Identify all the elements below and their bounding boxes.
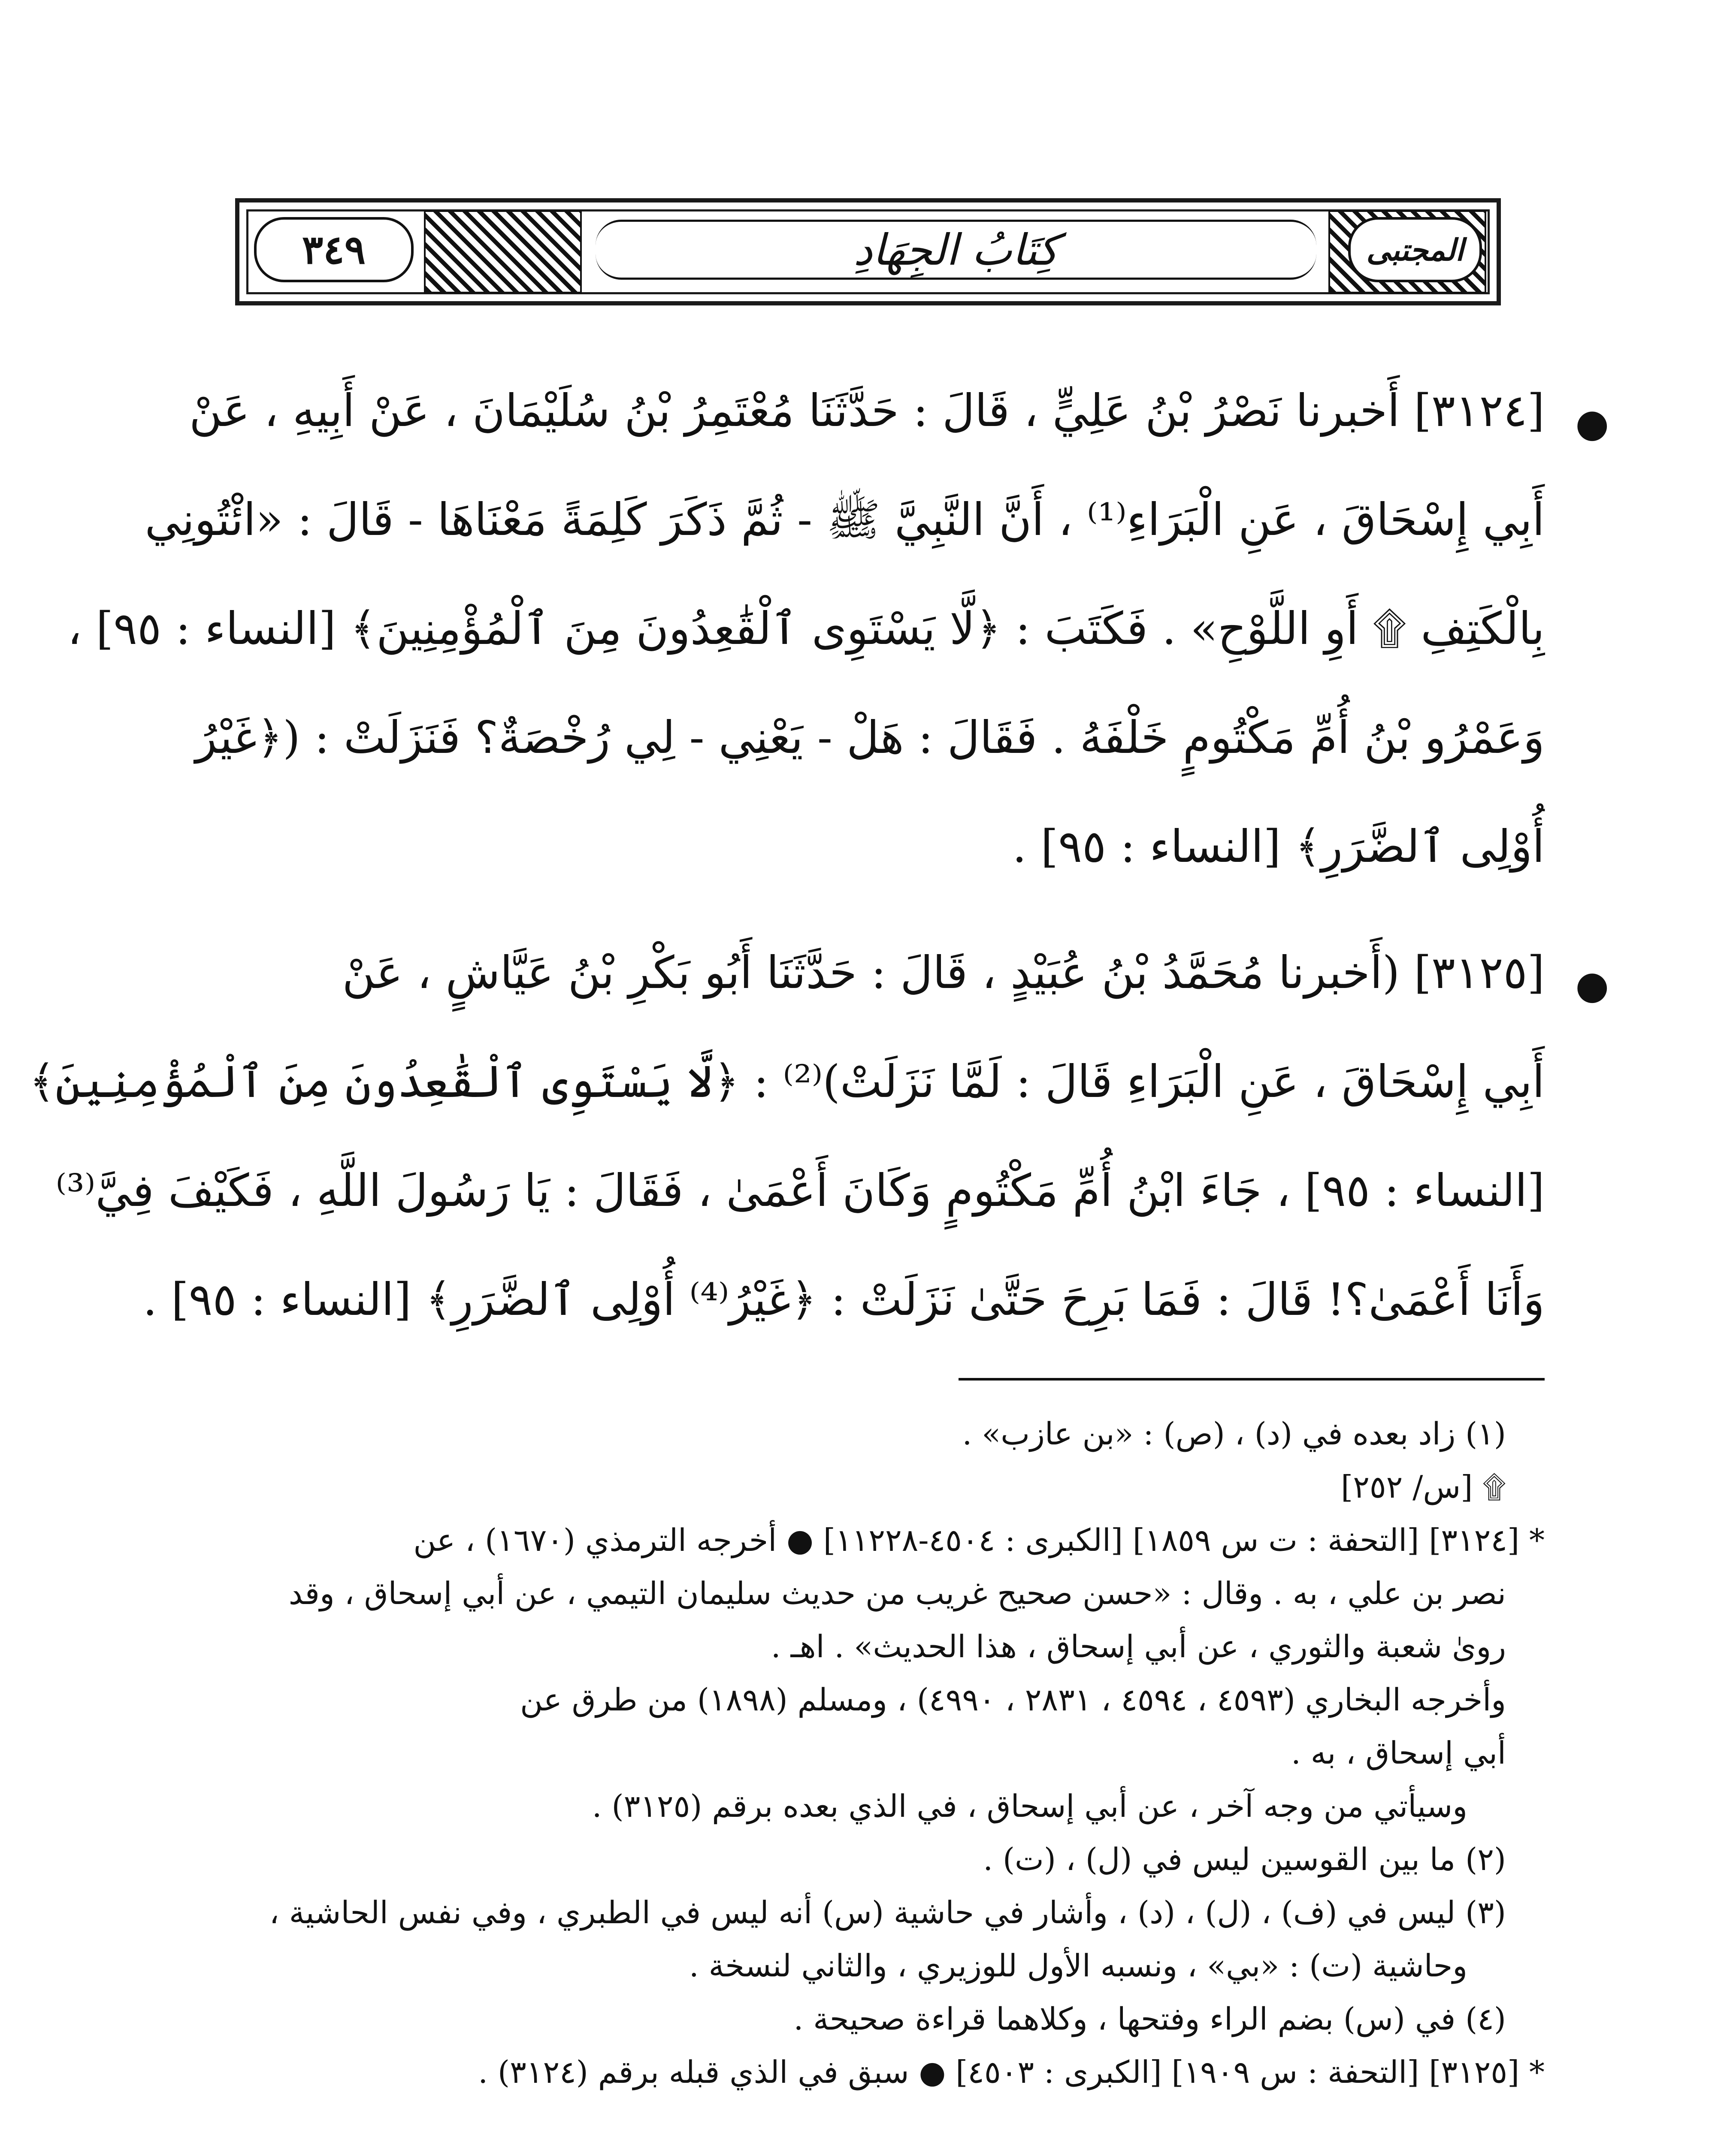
footnote-1: (١) زاد بعده في (د) ، (ص) : «بن عازب» . [962, 1416, 1506, 1452]
takhrij-line: روىٰ شعبة والثوري ، عن أبي إسحاق ، هذا الحديث» . اهـ . [771, 1628, 1506, 1665]
bullet-icon: ● [1575, 963, 1609, 1008]
page-header [235, 198, 1501, 305]
hadith-line: أَبِي إِسْحَاقَ ، عَنِ الْبَرَاءِ قَالَ : لَمَّا نَزَلَتْ)⁽²⁾ : ﴿لَّا يَسْتَوِى ٱلْقَٰعِدُونَ مِنَ ٱلْمُؤْمِنِينَ﴾ [29, 1055, 1545, 1108]
hadith-line: وَأَنَا أَعْمَىٰ؟! قَالَ : فَمَا بَرِحَ حَتَّىٰ نَزَلَتْ : ﴿غَيْرُ⁽⁴⁾ أُوْلِى ٱلضَّرَرِ﴾ [النساء : ٩٥] . [143, 1273, 1545, 1326]
page-marker: ۩ [س/ ٢٥٢] [1341, 1469, 1506, 1505]
book-title: كِتَابُ الجِهَادِ [596, 220, 1316, 280]
bullet-icon: ● [1575, 401, 1609, 446]
hadith-line: [٣١٢٤] أَخبرنا نَصْرُ بْنُ عَلِيٍّ ، قَالَ : حَدَّثَنَا مُعْتَمِرُ بْنُ سُلَيْمَانَ ، عَنْ أَبِيهِ ، عَنْ [189, 384, 1545, 437]
hadith-line: [٣١٢٥] (أَخبرنا مُحَمَّدُ بْنُ عُبَيْدٍ ، قَالَ : حَدَّثَنَا أَبُو بَكْرِ بْنُ عَيَّاشٍ ، عَنْ [342, 946, 1545, 999]
header-ornament-left [424, 210, 582, 293]
takhrij-line: نصر بن علي ، به . وقال : «حسن صحيح غريب من حديث سليمان التيمي ، عن أبي إسحاق ، وقد [288, 1575, 1506, 1611]
page-number: ٣٤٩ [254, 217, 414, 282]
hadith-line: أَبِي إِسْحَاقَ ، عَنِ الْبَرَاءِ⁽¹⁾ ، أَنَّ النَّبِيَّ ﷺ - ثُمَّ ذَكَرَ كَلِمَةً مَعْنَاهَا - قَالَ : «ائْتُونِي [145, 493, 1545, 546]
hadith-line: [النساء : ٩٥] ، جَاءَ ابْنُ أُمِّ مَكْتُومٍ وَكَانَ أَعْمَىٰ ، فَقَالَ : يَا رَسُولَ اللَّهِ ، فَكَيْفَ فِيَّ⁽³⁾ [55, 1164, 1545, 1217]
footnote-4: (٤) في (س) بضم الراء وفتحها ، وكلاهما قراءة صحيحة . [793, 2001, 1506, 2037]
footnote-2: (٢) ما بين القوسين ليس في (ل) ، (ت) . [983, 1841, 1506, 1877]
takhrij-line: وأخرجه البخاري (٤٥٩٣ ، ٤٥٩٤ ، ٢٨٣١ ، ٤٩٩٠) ، ومسلم (١٨٩٨) من طرق عن [520, 1682, 1506, 1718]
hadith-line: وَعَمْرُو بْنُ أُمِّ مَكْتُومٍ خَلْفَهُ . فَقَالَ : هَلْ - يَعْنِي - لِي رُخْصَةٌ؟ فَنَزَلَتْ : (﴿غَيْرُ [195, 711, 1545, 764]
footnotes [189, 1407, 1545, 2099]
hadith-line: أُوْلِى ٱلضَّرَرِ﴾ [النساء : ٩٥] . [1012, 820, 1545, 873]
hadith-3125 [29, 918, 1609, 1354]
footnote-3-cont: وحاشية (ت) : «بي» ، ونسبه الأول للوزيري ، والثاني لنسخة . [689, 1948, 1467, 1984]
takhrij-line: وسيأتي من وجه آخر ، عن أبي إسحاق ، في الذي بعده برقم (٣١٢٥) . [592, 1788, 1467, 1824]
book-logo: المجتبى [1348, 217, 1482, 282]
takhrij-line: أبي إسحاق ، به . [1291, 1735, 1506, 1771]
footnote-3: (٣) ليس في (ف) ، (ل) ، (د) ، وأشار في حاشية (س) أنه ليس في الطبري ، وفي نفس الحاشية ، [269, 1894, 1506, 1930]
footnote-divider [959, 1378, 1545, 1381]
hadith-line: بِالْكَتِفِ ۩ أَوِ اللَّوْحِ» . فَكَتَبَ : ﴿لَّا يَسْتَوِى ٱلْقَٰعِدُونَ مِنَ ٱلْمُؤْمِنِينَ﴾ [النساء : ٩٥] ، [67, 602, 1545, 655]
takhrij-3124: * [٣١٢٤] [التحفة : ت س ١٨٥٩] [الكبرى : ٤٥٠٤-١١٢٢٨] ● أخرجه الترمذي (١٦٧٠) ، عن [413, 1522, 1545, 1558]
hadith-3124 [67, 356, 1609, 901]
takhrij-3125: * [٣١٢٥] [التحفة : س ١٩٠٩] [الكبرى : ٤٥٠٣] ● سبق في الذي قبله برقم (٣١٢٤) . [478, 2054, 1545, 2090]
